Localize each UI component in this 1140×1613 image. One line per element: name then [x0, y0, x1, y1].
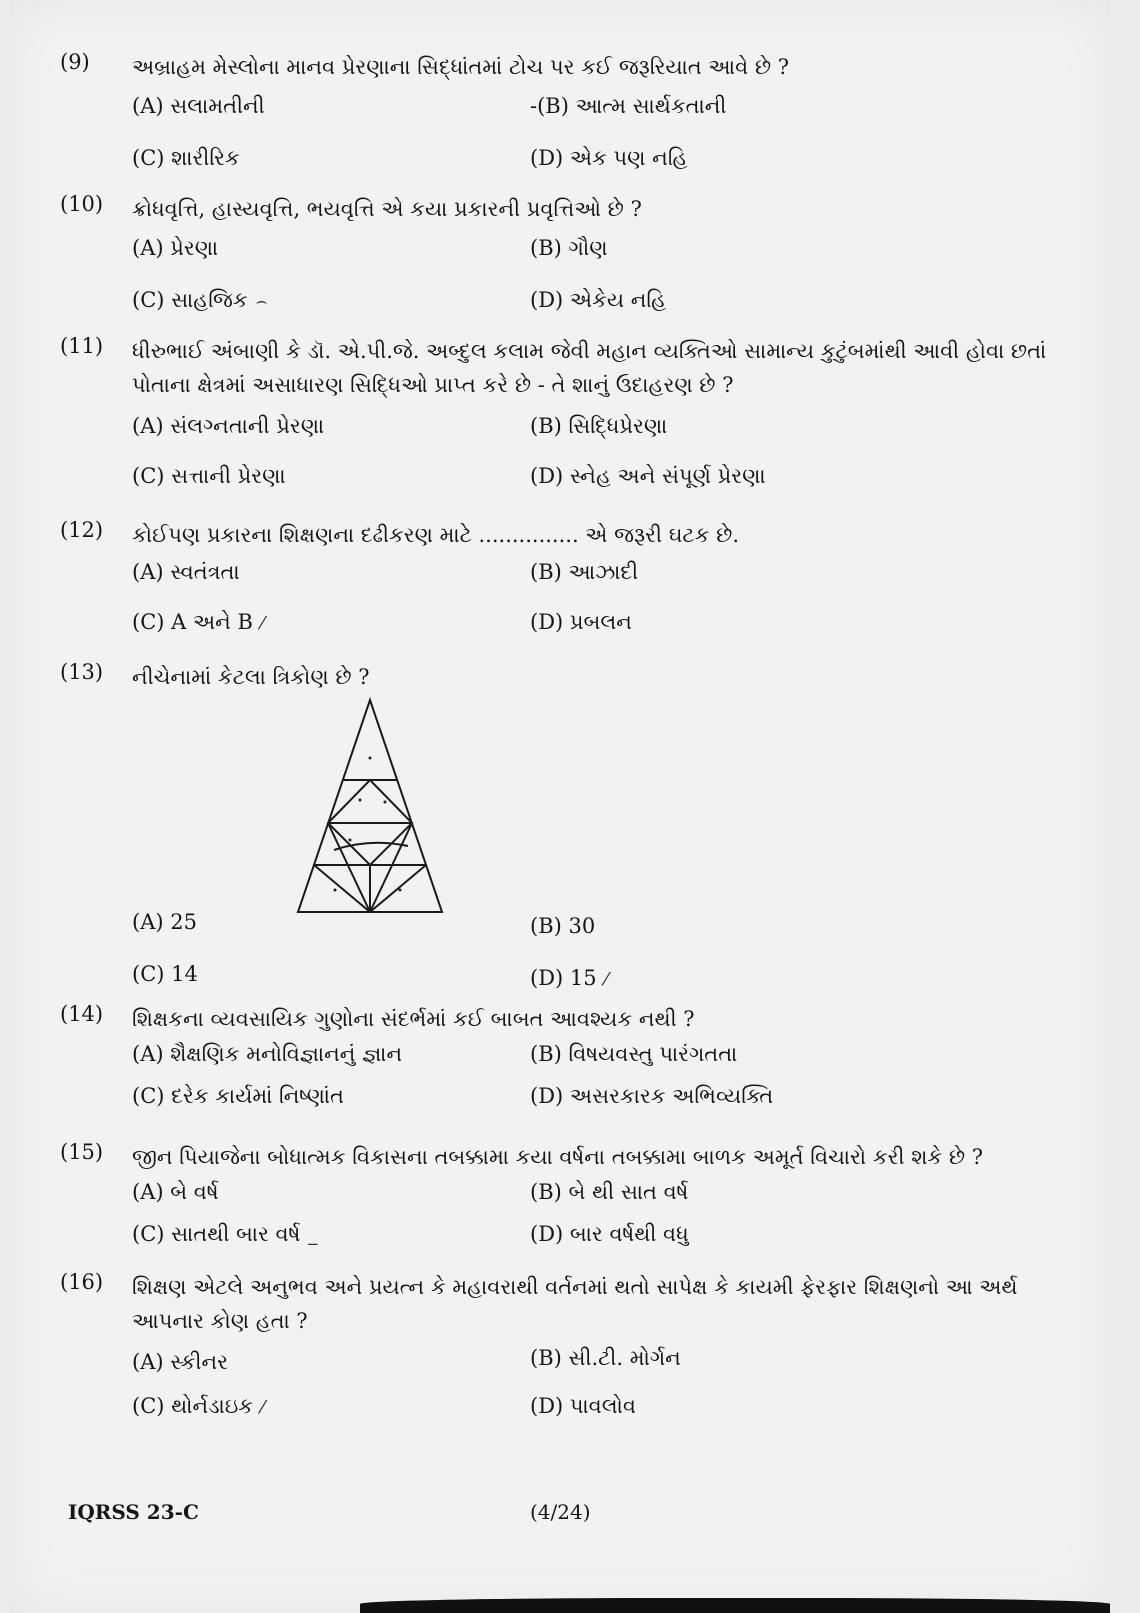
tick-mark-icon: _ — [308, 1225, 318, 1246]
tick-mark-icon: ⁄ — [260, 613, 264, 634]
left-diagonal — [328, 823, 370, 912]
option-a: (A) 25 — [132, 910, 197, 934]
question-number: (14) — [60, 1002, 104, 1026]
question-number: (9) — [60, 50, 90, 74]
option-a: (A) શૈક્ષણિક મનોવિજ્ઞાનનું જ્ઞાન — [132, 1042, 403, 1066]
option-a: (A) સ્કીનર — [132, 1350, 228, 1374]
option-a: (A) સ્વતંત્રતા — [132, 560, 240, 584]
question-text: કોઈપણ પ્રકારના શિક્ષણના દઢીકરણ માટે ............... એ જરૂરી ઘટક છે. — [132, 523, 740, 547]
option-c: (C) A અને B ⁄ — [132, 610, 264, 634]
option-b: (B) સી.ટી. મોર્ગન — [530, 1346, 681, 1370]
question-number: (10) — [60, 192, 104, 216]
question-number: (12) — [60, 518, 104, 542]
option-b: (B) વિષયવસ્તુ પારંગતતા — [530, 1042, 738, 1066]
option-c: (C) દરેક કાર્યમાં નિષ્ણાંત — [132, 1084, 344, 1108]
option-b: (B) ગૌણ — [530, 236, 608, 260]
paper-code: IQRSS 23-C — [68, 1500, 199, 1524]
option-a: (A) સલામતીની — [132, 94, 265, 118]
option-d: (D) એકેય નહિ — [530, 288, 667, 312]
option-b: (B) સિદ્ધિપ્રેરણા — [530, 414, 668, 438]
question-text: અબ્રાહમ મેસ્લોના માનવ પ્રેરણાના સિદ્ધાંતમાં ટોચ પર કઈ જરૂરિયાત આવે છે ? — [132, 55, 790, 79]
tick-mark-icon: ⌢ — [255, 291, 268, 312]
question-number: (11) — [60, 334, 104, 358]
question-number: (16) — [60, 1270, 104, 1294]
page-number: (4/24) — [530, 1500, 591, 1524]
option-d: (D) 15 ⁄ — [530, 966, 608, 990]
option-a: (A) સંલગ્નતાની પ્રેરણા — [132, 414, 325, 438]
question-number: (15) — [60, 1140, 104, 1164]
option-a: (A) બે વર્ષ — [132, 1180, 219, 1204]
option-b: (B) બે થી સાત વર્ષ — [530, 1180, 689, 1204]
option-d: (D) અસરકારક અભિવ્યક્તિ — [530, 1084, 774, 1108]
question-text: ધીરુભાઈ અંબાણી કે ડૉ. એ.પી.જે. અબ્દુલ કલામ જેવી મહાન વ્યક્તિઓ સામાન્ય કુટુંબમાંથી આવી હોવા છતાં પોતાના ક્ષેત્રમાં અસાધારણ સિદ્ધિઓ પ્રાપ્ત કરે છે - તે શાનું ઉદાહરણ છે ? — [132, 339, 1047, 397]
option-b: (B) આઝાદી — [530, 560, 639, 584]
option-d: (D) પ્રબલન — [530, 610, 632, 634]
tick-mark-icon: ⁄ — [261, 1397, 265, 1418]
option-d: (D) પાવલોવ — [530, 1394, 636, 1418]
right-diagonal — [370, 823, 412, 912]
option-d: (D) એક પણ નહિ — [530, 146, 688, 170]
question-text: ક્રોધવૃત્તિ, હાસ્યવૃત્તિ, ભયવૃત્તિ એ કયા પ્રકારની પ્રવૃત્તિઓ છે ? — [132, 197, 642, 221]
option-c: (C) સાતથી બાર વર્ષ _ — [132, 1222, 318, 1246]
option-d: (D) બાર વર્ષથી વધુ — [530, 1222, 689, 1246]
scan-shadow — [360, 1598, 1110, 1613]
option-a: (A) પ્રેરણા — [132, 236, 219, 260]
option-c: (C) સાહજિક ⌢ — [132, 288, 268, 312]
option-c: (C) શારીરિક — [132, 146, 240, 170]
lower-left-diagonal — [314, 865, 370, 912]
option-d: (D) સ્નેહ અને સંપૂર્ણ પ્રેરણા — [530, 464, 766, 488]
option-c: (C) થોર્નડાઇક ⁄ — [132, 1394, 265, 1418]
question-text: શિક્ષણ એટલે અનુભવ અને પ્રયત્ન કે મહાવરાથી વર્તનમાં થતો સાપેક્ષ કે કાયમી ફેરફાર શિક્ષણનો આ અર્થ આપનાર કોણ હતા ? — [132, 1275, 1018, 1333]
option-c: (C) સત્તાની પ્રેરણા — [132, 464, 286, 488]
option-c: (C) 14 — [132, 962, 198, 986]
option-b: (B) 30 — [530, 914, 596, 938]
question-text: જીન પિયાજેના બોધાત્મક વિકાસના તબક્કામા કયા વર્ષના તબક્કામા બાળક અમૂર્ત વિચારો કરી શકે છે ? — [132, 1145, 984, 1169]
triangle-figure — [290, 690, 450, 920]
question-text: નીચેનામાં કેટલા ત્રિકોણ છે ? — [132, 665, 370, 689]
exam-page — [10, 0, 1110, 1613]
question-text: શિક્ષકના વ્યવસાયિક ગુણોના સંદર્ભમાં કઈ બાબત આવશ્યક નથી ? — [132, 1007, 695, 1031]
option-b: -(B) આત્મ સાર્થકતાની — [530, 94, 727, 118]
hand-drawn-curve — [334, 843, 408, 850]
lower-right-diagonal — [370, 865, 426, 912]
tick-mark-icon: ⁄ — [604, 969, 608, 990]
question-number: (13) — [60, 660, 104, 684]
